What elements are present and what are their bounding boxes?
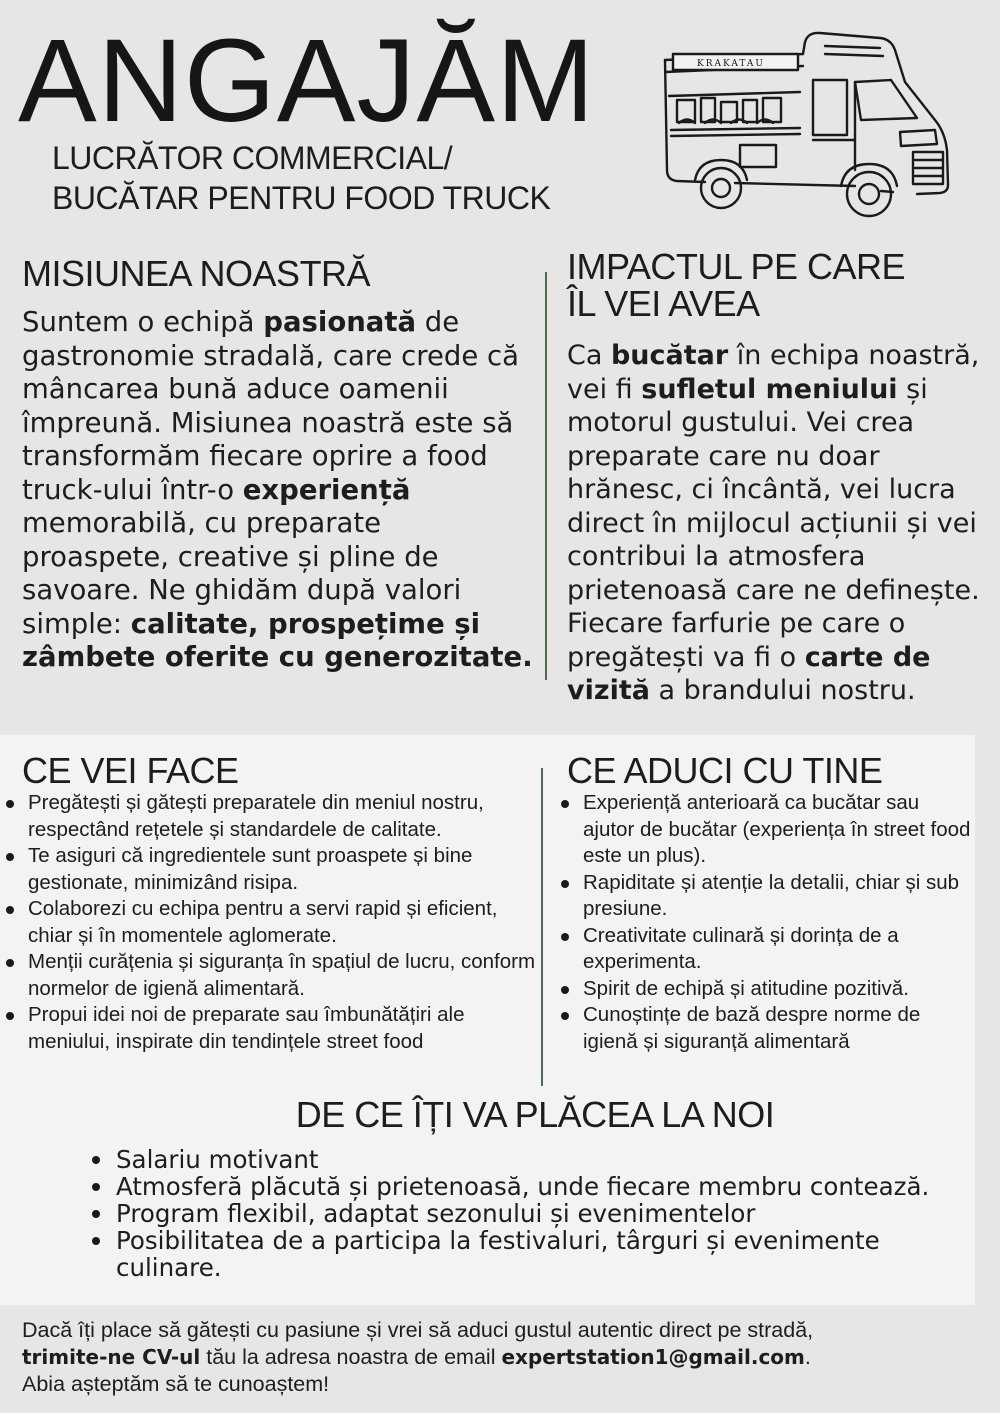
cta-text: trimite-ne CV-ul xyxy=(22,1345,201,1369)
benefits-list xyxy=(88,1146,968,1281)
list-item: Propui idei noi de preparate sau îmbunătățiri ale meniului, inspirate din tendințele street food xyxy=(0,1002,540,1055)
footer-text-part: tău la adresa noastra de email xyxy=(200,1345,502,1369)
list-item: Menții curățenia și siguranța în spațiul de lucru, conform normelor de igienă alimentară. xyxy=(0,949,540,1002)
job-subtitle xyxy=(52,138,550,218)
impact-text-part: și motorul gustului. Vei crea preparate care nu doar hrănesc, ci încântă, vei lucra direct în mijlocul acțiunii și vei contribui la atmosfera prietenoasă care ne definește. Fiecare farfurie pe care o pregătești va fi o xyxy=(567,373,980,673)
subtitle-line-2: BUCĂTAR PENTRU FOOD TRUCK xyxy=(52,180,551,216)
impact-text-part: a brandului nostru. xyxy=(649,675,916,706)
footer-contact xyxy=(22,1317,982,1398)
list-item: Rapiditate și atenție la detalii, chiar și sub presiune. xyxy=(555,870,975,923)
list-item: Creativitate culinară și dorința de a experimenta. xyxy=(555,923,975,976)
tasks-heading: CE VEI FACE xyxy=(22,750,239,791)
requirements-list xyxy=(555,790,975,1055)
list-item: Pregătești și gătești preparatele din meniul nostru, respectând rețetele și standardele de calitate. xyxy=(0,790,540,843)
benefits-heading: DE CE ÎȚI VA PLĂCEA LA NOI xyxy=(295,1094,775,1135)
food-truck-icon xyxy=(655,20,955,225)
mission-emphasis: experiență xyxy=(242,473,411,506)
mission-heading: MISIUNEA NOASTRĂ xyxy=(22,253,371,294)
footer-line-1: Dacă îți place să gătești cu pasiune și vrei să aduci gustul autentic direct pe stradă, xyxy=(22,1318,814,1342)
list-item: Cunoștințe de bază despre norme de igienă și siguranță alimentară xyxy=(555,1002,975,1055)
email-link[interactable]: expertstation1@gmail.com xyxy=(501,1345,805,1369)
list-item: Atmosferă plăcută și prietenoasă, unde fiecare membru contează. xyxy=(88,1173,968,1200)
mission-text-part: Suntem o echipă xyxy=(22,306,264,338)
list-item: Colaborezi cu echipa pentru a servi rapid și eficient, chiar și în momentele aglomerate. xyxy=(0,896,540,949)
impact-emphasis: carte de vizită xyxy=(567,641,931,706)
impact-text-part: în echipa noastră, vei fi xyxy=(567,340,980,405)
mission-text-part: de gastronomie stradală, care crede că mâncarea bună aduce oamenii împreună. Misiunea noastră este să transformăm fiecare oprire a food truck-ului într-o xyxy=(22,306,520,506)
impact-text-part: Ca xyxy=(567,340,611,371)
tasks-list xyxy=(0,790,540,1055)
truck-sign: KRAKATAU xyxy=(697,59,765,69)
impact-emphasis: bucătar xyxy=(610,340,729,371)
impact-emphasis: sufletul meniului xyxy=(641,373,898,405)
list-item: Program flexibil, adaptat sezonului și evenimentelor xyxy=(88,1200,968,1227)
impact-heading xyxy=(567,248,987,322)
mission-text-part: memorabilă, cu preparate proaspete, creative și pline de savoare. Ne ghidăm după valori simple: xyxy=(22,507,462,640)
page-title: ANGAJĂM xyxy=(18,15,596,147)
footer-line-2 xyxy=(22,1344,982,1371)
mission-emphasis: pasionată xyxy=(263,306,417,338)
list-item: Posibilitatea de a participa la festivaluri, târguri și evenimente culinare. xyxy=(88,1227,968,1281)
column-divider xyxy=(545,272,547,680)
footer-text-part: . xyxy=(804,1345,811,1369)
list-item: Experiență anterioară ca bucătar sau ajutor de bucătar (experiența în street food este un plus). xyxy=(555,790,975,870)
impact-heading-line: ÎL VEI AVEA xyxy=(567,283,760,324)
list-item: Te asiguri că ingredientele sunt proaspete și bine gestionate, minimizând risipa. xyxy=(0,843,540,896)
footer-line-3: Abia așteptăm să te cunoaștem! xyxy=(22,1372,330,1396)
list-item: Spirit de echipă și atitudine pozitivă. xyxy=(555,976,975,1003)
subtitle-line-1: LUCRĂTOR COMMERCIAL/ xyxy=(52,140,453,176)
column-divider xyxy=(541,768,543,1086)
impact-heading-line: IMPACTUL PE CARE xyxy=(567,246,906,287)
list-item: Salariu motivant xyxy=(88,1146,968,1173)
requirements-heading: CE ADUCI CU TINE xyxy=(567,750,883,791)
mission-text xyxy=(22,306,534,675)
impact-text xyxy=(567,339,997,708)
mission-emphasis: calitate, prospețime și zâmbete oferite cu generozitate. xyxy=(22,607,533,673)
